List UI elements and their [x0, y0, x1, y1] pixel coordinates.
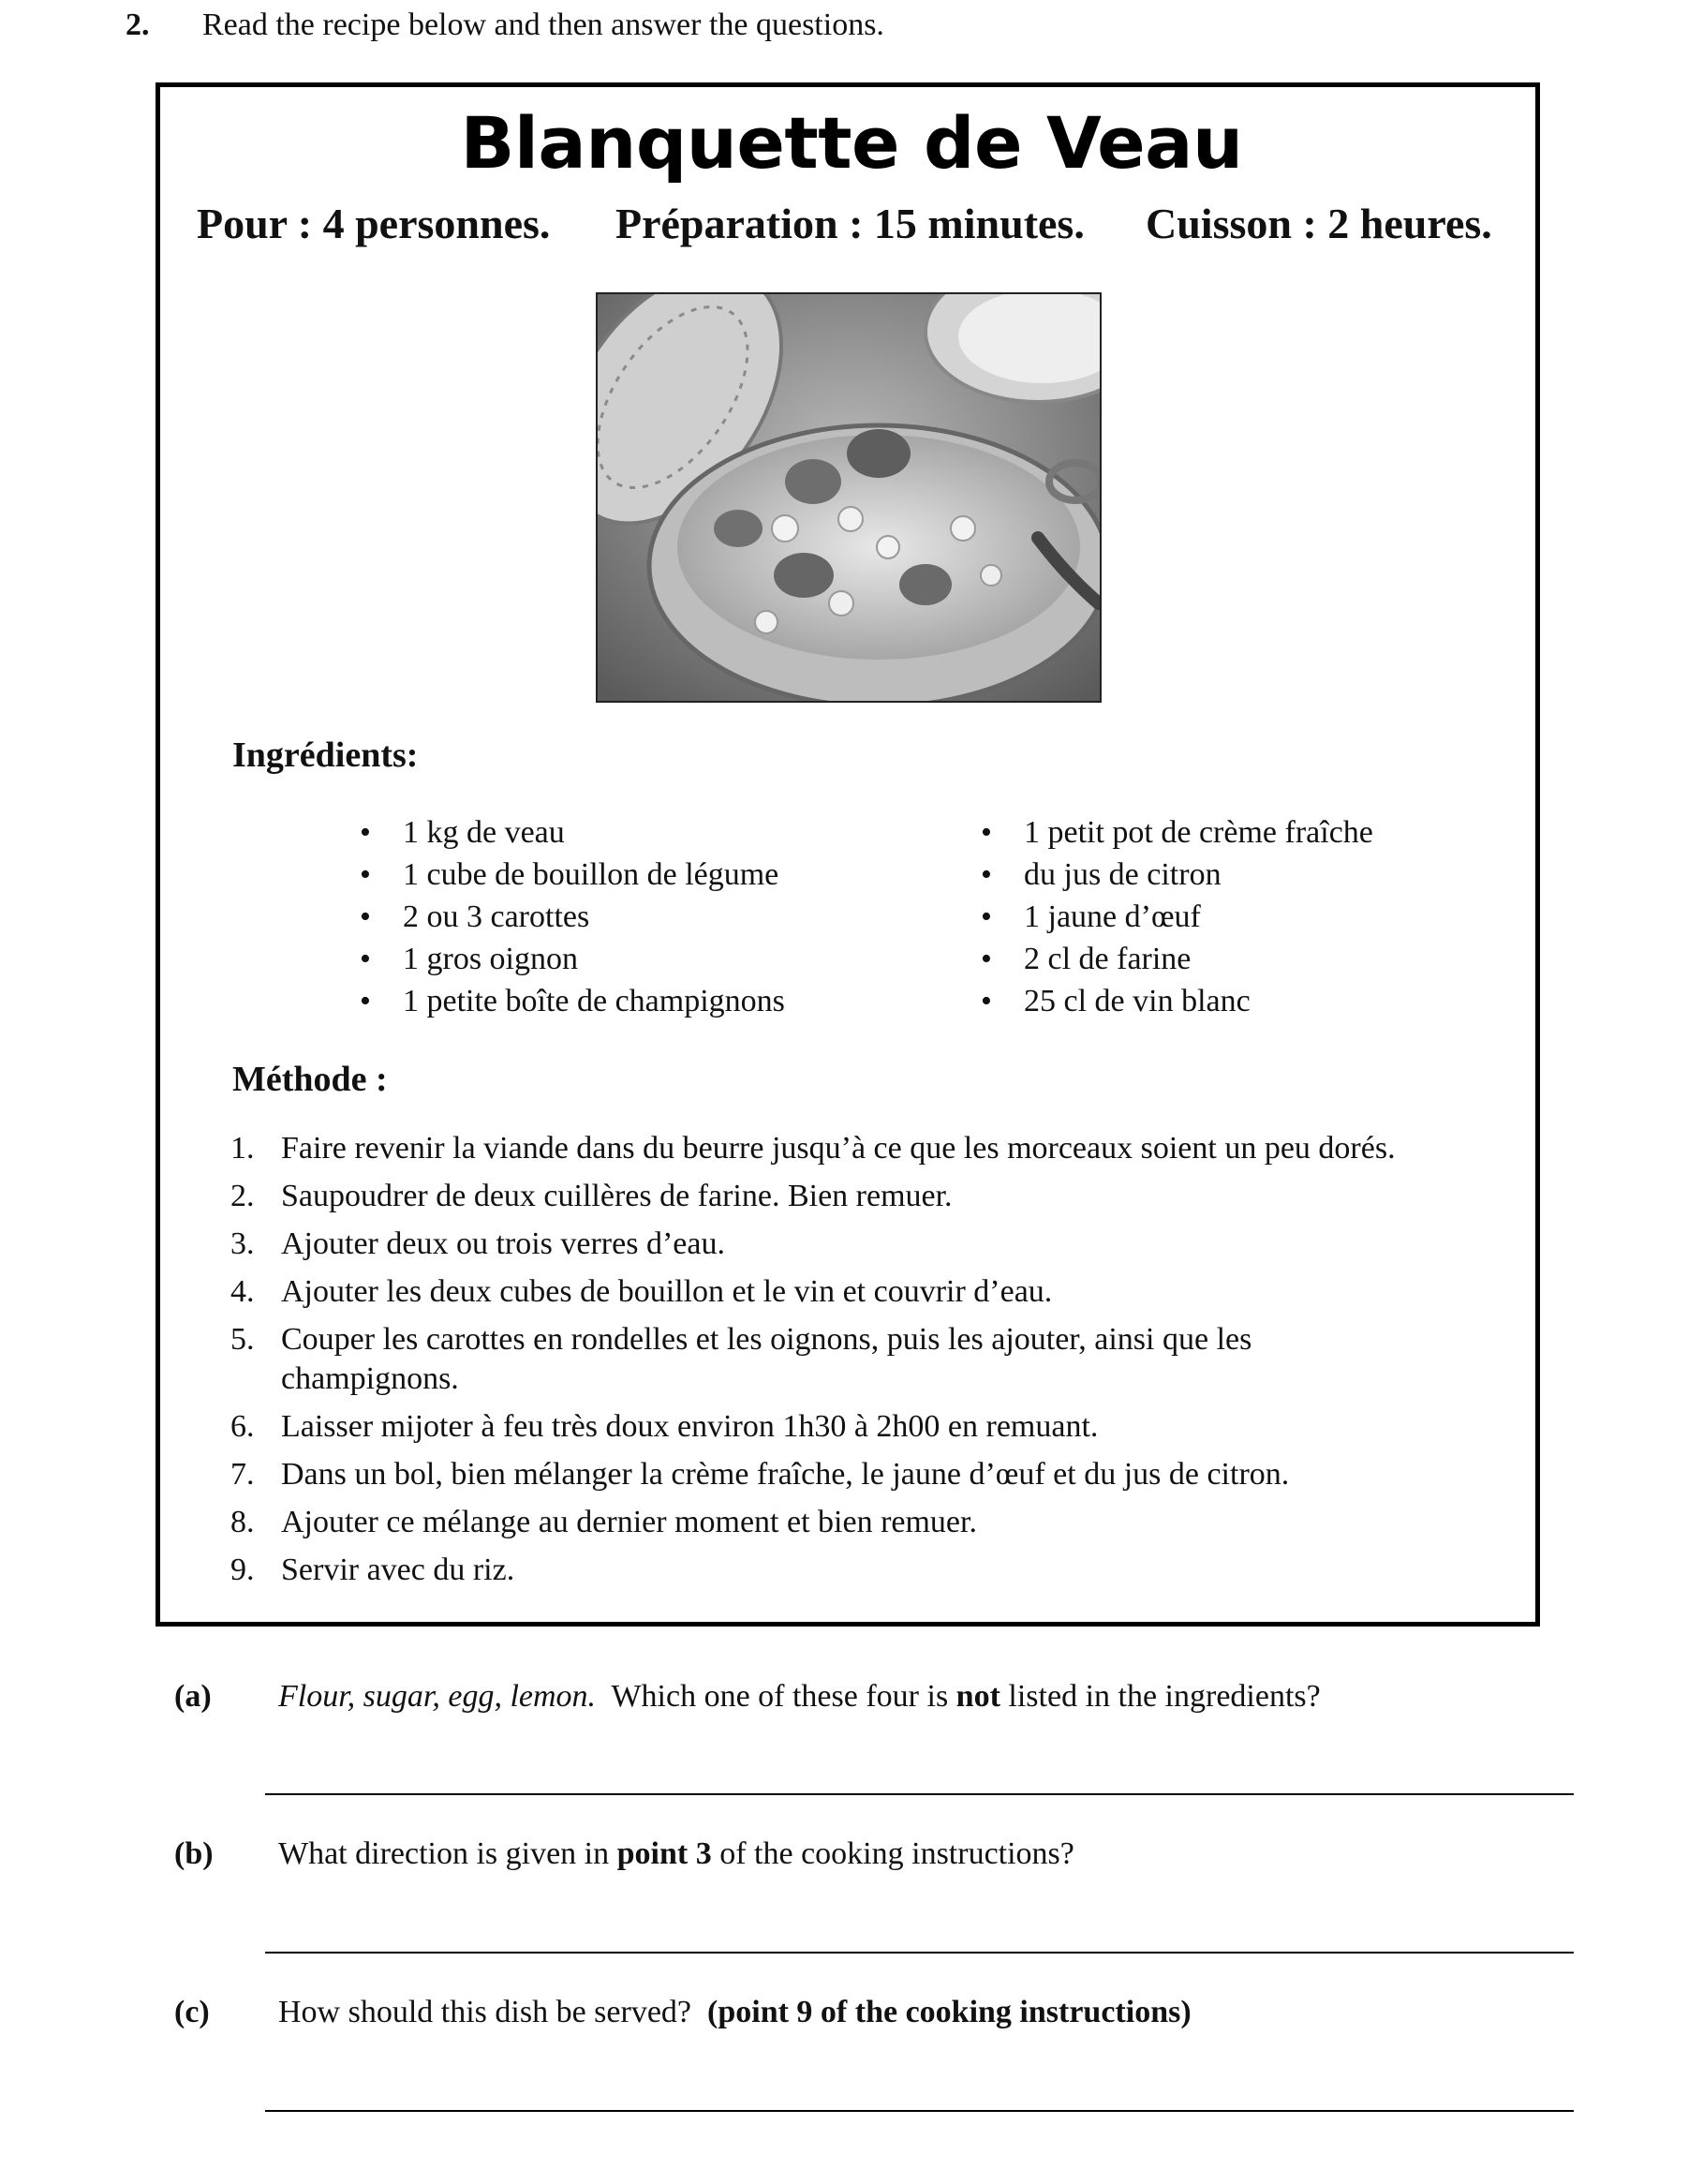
- bullet: •: [981, 815, 992, 850]
- bullet: •: [981, 942, 992, 976]
- question-b-label: (b): [174, 1836, 214, 1871]
- question-a-text: Flour, sugar, egg, lemon. Which one of these four is not listed in the ingredients?: [278, 1679, 1321, 1714]
- method-step: 2. Saupoudrer de deux cuillères de farine. Bien remuer.: [230, 1179, 953, 1213]
- method-step: 5. Couper les carottes en rondelles et les oignons, puis les ajouter, ainsi que les champignons.: [230, 1322, 1252, 1396]
- recipe-cooking-time: Cuisson : 2 heures.: [1146, 200, 1492, 247]
- question-c-label: (c): [174, 1995, 210, 2029]
- method-step: 6. Laisser mijoter à feu très doux environ 1h30 à 2h00 en remuant.: [230, 1409, 1099, 1444]
- method-step: 7. Dans un bol, bien mélanger la crème fraîche, le jaune d’œuf et du jus de citron.: [230, 1457, 1290, 1492]
- question-instruction: Read the recipe below and then answer the questions.: [202, 7, 884, 42]
- method-step: 1. Faire revenir la viande dans du beurre jusqu’à ce que les morceaux soient un peu dorés.: [230, 1131, 1396, 1166]
- bullet: •: [360, 984, 371, 1018]
- answer-line-c[interactable]: [265, 2110, 1574, 2112]
- bullet: •: [360, 942, 371, 976]
- list-item: • 1 gros oignon: [347, 938, 785, 980]
- answer-line-b[interactable]: [265, 1952, 1574, 1954]
- list-item: • 2 cl de farine: [968, 938, 1373, 980]
- ingredients-list-right: [968, 811, 1373, 1022]
- bullet: •: [981, 857, 992, 892]
- list-item: • 1 jaune d’œuf: [968, 896, 1373, 938]
- recipe-servings: Pour : 4 personnes.: [197, 200, 551, 247]
- ingredients-list-left: [347, 811, 785, 1022]
- bullet: •: [981, 984, 992, 1018]
- bullet: •: [981, 899, 992, 934]
- question-number: 2.: [126, 7, 150, 42]
- method-step: 8. Ajouter ce mélange au dernier moment et bien remuer.: [230, 1505, 977, 1539]
- list-item: • 25 cl de vin blanc: [968, 980, 1373, 1022]
- method-step: 3. Ajouter deux ou trois verres d’eau.: [230, 1226, 725, 1261]
- recipe-photo: [596, 292, 1102, 703]
- recipe-preparation: Préparation : 15 minutes.: [615, 200, 1085, 247]
- bullet: •: [360, 815, 371, 850]
- list-item: • 1 petit pot de crème fraîche: [968, 811, 1373, 854]
- list-item: • 1 kg de veau: [347, 811, 785, 854]
- method-list: [230, 1129, 1514, 1598]
- bullet: •: [360, 899, 371, 934]
- question-c-text: How should this dish be served? (point 9 of the cooking instructions): [278, 1995, 1192, 2029]
- recipe-title: Blanquette de Veau: [460, 101, 1243, 185]
- ingredients-heading: Ingrédients:: [232, 735, 419, 775]
- list-item: • du jus de citron: [968, 854, 1373, 896]
- answer-line-a[interactable]: [265, 1793, 1574, 1795]
- bullet: •: [360, 857, 371, 892]
- question-b-text: What direction is given in point 3 of the cooking instructions?: [278, 1836, 1074, 1871]
- method-step: 9. Servir avec du riz.: [230, 1553, 515, 1587]
- question-a-label: (a): [174, 1679, 212, 1714]
- list-item: • 2 ou 3 carottes: [347, 896, 785, 938]
- list-item: • 1 petite boîte de champignons: [347, 980, 785, 1022]
- method-heading: Méthode :: [232, 1060, 388, 1099]
- method-step: 4. Ajouter les deux cubes de bouillon et le vin et couvrir d’eau.: [230, 1274, 1053, 1309]
- list-item: • 1 cube de bouillon de légume: [347, 854, 785, 896]
